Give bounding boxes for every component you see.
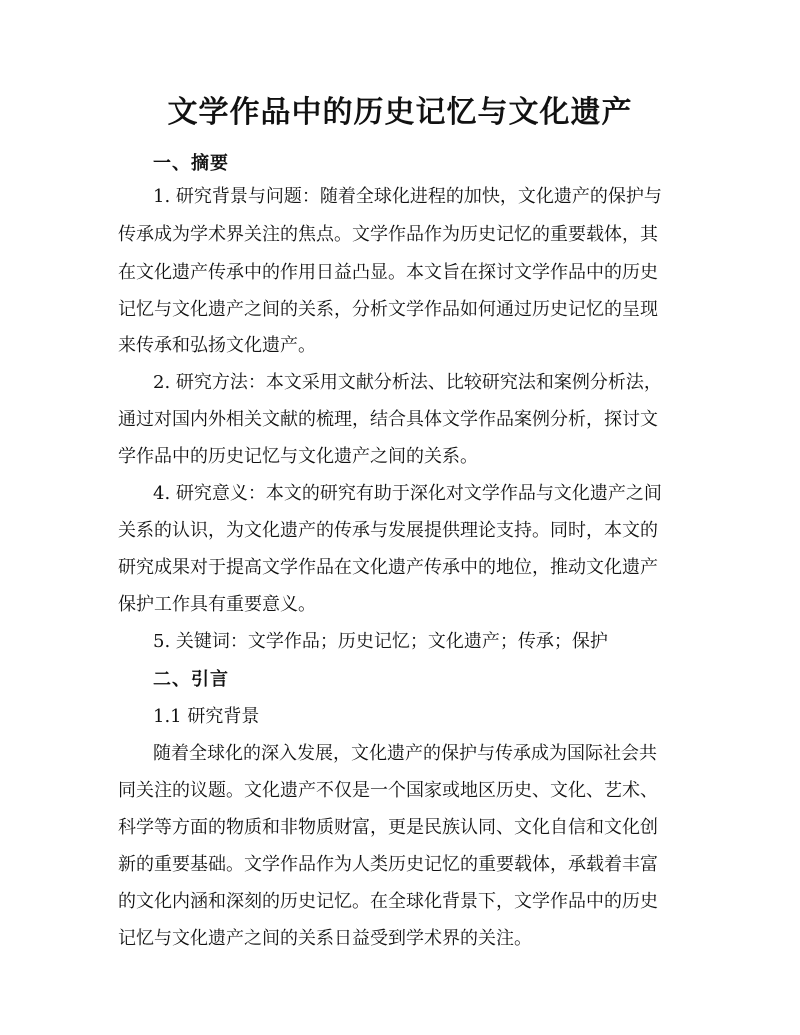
paragraph-line: 的文化内涵和深刻的历史记忆。在全球化背景下，文学作品中的历史 — [118, 891, 658, 912]
paragraph-line: 4. 研究意义：本文的研究有助于深化对文学作品与文化遗产之间 — [153, 483, 662, 504]
paragraph-line: 学作品中的历史记忆与文化遗产之间的关系。 — [118, 446, 478, 467]
paragraph-line: 记忆与文化遗产之间的关系，分析文学作品如何通过历史记忆的呈现 — [118, 299, 658, 320]
paragraph-line: 通过对国内外相关文献的梳理，结合具体文学作品案例分析，探讨文 — [118, 409, 658, 430]
paragraph-line: 研究成果对于提高文学作品在文化遗产传承中的地位，推动文化遗产 — [118, 557, 658, 578]
paragraph-line: 同关注的议题。文化遗产不仅是一个国家或地区历史、文化、艺术、 — [118, 780, 658, 801]
paragraph-line: 关系的认识，为文化遗产的传承与发展提供理论支持。同时，本文的 — [118, 520, 658, 541]
paragraph-line: 随着全球化的深入发展，文化遗产的保护与传承成为国际社会共 — [153, 743, 657, 764]
section-heading-abstract: 一、摘要 — [153, 153, 229, 174]
paragraph-line: 2. 研究方法：本文采用文献分析法、比较研究法和案例分析法， — [153, 372, 662, 393]
document-title: 文学作品中的历史记忆与文化遗产 — [167, 95, 633, 130]
paragraph-line: 记忆与文化遗产之间的关系日益受到学术界的关注。 — [118, 928, 532, 949]
paragraph-line: 1. 研究背景与问题：随着全球化进程的加快，文化遗产的保护与 — [153, 186, 662, 207]
paragraph-line: 新的重要基础。文学作品作为人类历史记忆的重要载体，承载着丰富 — [118, 854, 658, 875]
paragraph-line: 传承成为学术界关注的焦点。文学作品作为历史记忆的重要载体，其 — [118, 224, 658, 245]
paragraph-line: 在文化遗产传承中的作用日益凸显。本文旨在探讨文学作品中的历史 — [118, 262, 658, 283]
paragraph-line: 保护工作具有重要意义。 — [118, 594, 316, 615]
paragraph-line: 科学等方面的物质和非物质财富，更是民族认同、文化自信和文化创 — [118, 817, 658, 838]
section-heading-introduction: 二、引言 — [153, 669, 229, 690]
keywords-line: 5. 关键词：文学作品；历史记忆；文化遗产；传承；保护 — [153, 631, 608, 652]
paragraph-line: 来传承和弘扬文化遗产。 — [118, 335, 316, 356]
subsection-heading: 1.1 研究背景 — [153, 706, 260, 727]
